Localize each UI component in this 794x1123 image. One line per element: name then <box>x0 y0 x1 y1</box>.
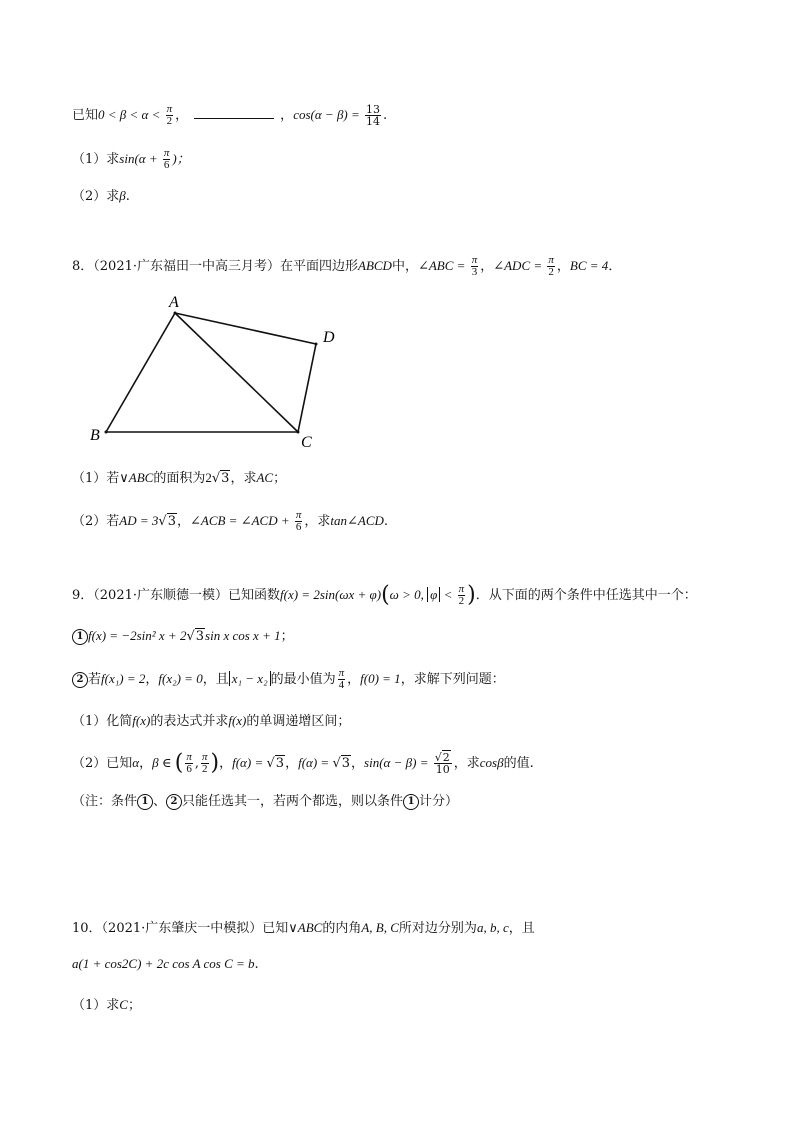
circled-two-icon: 2 <box>72 672 88 688</box>
p9-c1-sqrt: 3 <box>195 629 205 644</box>
p9-interval-lower <box>185 752 193 775</box>
p8-quadrilateral-figure <box>80 288 350 453</box>
p10-eq: a(1 + cos2C) + 2c cos A cos C = b <box>72 956 255 971</box>
p7-comma2: ， <box>280 108 294 123</box>
p9-tail: ．从下面的两个条件中任选其中一个： <box>475 588 697 603</box>
p8-part1-d: ； <box>273 471 287 486</box>
frac-den: 10 <box>435 763 450 776</box>
vertex-label-d: D <box>323 329 335 346</box>
frac-den: 2 <box>458 595 465 607</box>
frac-num: 13 <box>366 103 381 116</box>
frac-den: 14 <box>366 115 381 128</box>
p9-condition2 <box>72 668 505 691</box>
p9-part1-b: 的表达式并求 <box>150 714 229 729</box>
p9-c2-e: ， <box>347 672 361 687</box>
p8-angle1: ∠ABC = <box>417 258 469 273</box>
frac-num: π <box>471 254 478 266</box>
diagonal-ac <box>175 313 298 432</box>
p7-comma: ， <box>175 108 189 123</box>
p9-cond-b: φ <box>427 587 440 602</box>
p8-part1-tri: ∨ABC <box>119 470 154 485</box>
p8-part2-ang: ∠ACB = ∠ACD + <box>189 513 293 528</box>
p9-note <box>72 792 458 812</box>
frac-num: π <box>201 751 208 763</box>
p10-part1-a: （1）求 <box>72 998 120 1013</box>
p9-part1-fx2: f(x) <box>228 713 247 728</box>
p9-header: 9．（2021·广东顺德一模）已知函数f(x) = 2sin(ωx + φ)(ω > 0, φ < $\frac{\pi}{2}$ )．从下面的两个条件中任选其中一个： <box>72 582 697 608</box>
p9-part2: （2）已知α，β ∈ ( $\frac{\pi}{6}$ , $\frac{\pi}{2}$ )，f(α) = √3，f(α) = √3，sin(α − β) = $\frac{√2}{10}$ ，求cosβ的值. <box>72 750 534 776</box>
p9-note-b: 、 <box>153 794 167 809</box>
p9-c1-end: ； <box>280 629 294 644</box>
p8-part1-sqrt: 3 <box>221 471 230 486</box>
p9-c1-rest: sin x cos x + 1 <box>205 628 281 643</box>
p8-part1-a: （1）若 <box>72 471 120 486</box>
p8-angle2: ∠ADC = <box>493 258 546 273</box>
side-ab <box>106 313 175 432</box>
frac-num: π <box>166 103 173 115</box>
p9-c2-b: ， <box>145 672 159 687</box>
frac-den: 2 <box>201 763 208 775</box>
p8-part2-tan: tan∠ACD <box>330 513 384 528</box>
p7-answer-blank[interactable] <box>194 106 274 119</box>
p8-part2-fraction <box>295 510 303 533</box>
p9-interval-upper <box>201 752 209 775</box>
p8-part2-b: ， <box>176 514 190 529</box>
p10-eq-end: . <box>254 957 259 972</box>
frac-den: 6 <box>163 159 170 171</box>
p7-given-line <box>72 104 387 127</box>
p7-part1-close: )； <box>172 151 190 166</box>
frac-den: 4 <box>338 679 345 691</box>
p8-mid: 中， <box>391 259 418 274</box>
p8-angle1-fraction <box>471 255 479 278</box>
frac-den: 2 <box>548 266 554 278</box>
p7-part2 <box>72 186 130 207</box>
p9-part2-g: 的值. <box>503 756 534 771</box>
p9-part1-c: 的单调递增区间； <box>246 714 351 729</box>
p8-header: 8．（2021·广东福田一中高三月考）在平面四边形ABCD中，∠ABC = $\frac{\pi}{3}$ ，∠ADC = $\frac{\pi}{2}$ ，BC = 4． <box>72 254 622 278</box>
frac-den: 6 <box>186 763 192 775</box>
p8-part2-d: . <box>383 514 389 529</box>
frac-num: π <box>163 147 170 159</box>
p8-part1-c: ，求 <box>230 471 257 486</box>
p9-part2-sqrt1: 3 <box>275 756 285 771</box>
p9-part2-c: ， <box>219 756 233 771</box>
vertex-label-c: C <box>301 434 312 451</box>
p8-part2-c: ，求 <box>304 514 331 529</box>
p7-end: . <box>383 108 388 123</box>
p7-part2-expr: β <box>119 188 126 203</box>
p9-part2-sin: sin(α − β) = <box>364 755 432 770</box>
circled-one-icon: 1 <box>137 794 153 810</box>
p9-c2-a: 若 <box>88 672 102 687</box>
p9-fx: f(x) = 2sin(ωx + φ) <box>280 587 382 602</box>
p7-part1-label: （1）求 <box>72 152 120 167</box>
frac-num: π <box>186 751 192 763</box>
p8-part1-val: 2 <box>205 470 212 485</box>
p9-part1-a: （1）化简 <box>72 714 133 729</box>
frac-num: π <box>458 583 465 595</box>
p10-part1-b: ； <box>127 998 141 1013</box>
p9-c2-c: ，且 <box>202 672 229 687</box>
p10-header-text: 10．（2021·广东肇庆一中模拟）已知 <box>72 921 289 936</box>
frac-den: 2 <box>166 115 173 127</box>
p8-part2-ad: AD = 3 <box>119 513 159 528</box>
p9-part2-e: ， <box>351 756 365 771</box>
side-dc <box>298 344 316 432</box>
p9-note-d: 计分） <box>419 794 459 809</box>
p9-part2-cos: cosβ <box>479 755 504 770</box>
p7-part1-expr: sin(α + <box>119 151 161 166</box>
p9-cond-fraction <box>458 584 466 607</box>
p7-cos-expr: cos(α − β) = <box>293 107 364 122</box>
p9-c2-fraction <box>338 668 346 691</box>
circled-one-icon: 1 <box>403 794 419 810</box>
p10-header <box>72 918 535 939</box>
p9-part2-fa: f(α) = <box>232 755 267 770</box>
p9-part1 <box>72 711 350 732</box>
p9-header-text: 9．（2021·广东顺德一模）已知函数 <box>72 588 280 603</box>
p9-cond-a: ω > 0, <box>389 587 428 602</box>
frac-num: π <box>338 667 345 679</box>
p8-bc: BC = 4 <box>569 258 609 273</box>
p9-note-a: （注：条件 <box>72 794 138 809</box>
p9-c2-f0: f(0) = 1 <box>360 671 401 686</box>
p9-part2-fa2: f(α) = <box>298 755 333 770</box>
p8-part2: （2）若AD = 3√3，∠ACB = ∠ACD + $\frac{\pi}{6}$ ，求tan∠ACD. <box>72 509 389 533</box>
p8-end: ． <box>608 259 622 274</box>
p8-part2-sqrt: 3 <box>167 514 176 529</box>
p8-part1-ac: AC <box>256 470 274 485</box>
p10-tri: ∨ABC <box>288 920 323 935</box>
p9-part2-a: （2）已知 <box>72 756 133 771</box>
p10-mid2: 所对边分别为 <box>398 921 477 936</box>
p9-c2-d: 的最小值为 <box>270 672 336 687</box>
p10-mid: 的内角 <box>322 921 362 936</box>
p8-part1-b: 的面积为 <box>153 471 206 486</box>
p9-part2-b: ， <box>139 756 153 771</box>
p9-part1-fx: f(x) <box>132 713 151 728</box>
frac-num: π <box>295 509 302 521</box>
vertex-label-b: B <box>90 427 100 444</box>
p7-part1-fraction <box>163 148 171 171</box>
p9-c2-abs: x₁ − x₂ <box>229 671 271 686</box>
p10-part1-c: C <box>119 997 128 1012</box>
p9-part2-f: ，求 <box>453 756 480 771</box>
vertex-label-a: A <box>169 294 179 311</box>
p10-part1 <box>72 995 141 1016</box>
p7-cond-fraction <box>166 104 174 127</box>
p7-condition: 0 < β < α < <box>98 107 164 122</box>
frac-num: π <box>548 254 554 266</box>
p7-prefix: 已知 <box>72 108 99 123</box>
p9-cond-c: < <box>440 587 456 602</box>
p7-cos-fraction <box>365 104 381 127</box>
p9-note-c: 只能任选其一，若两个都选，则以条件 <box>182 794 404 809</box>
circled-two-icon: 2 <box>166 794 182 810</box>
p8-quad: ABCD <box>358 258 392 273</box>
p9-condition1: 1 f(x) = −2sin² x + 2√3sin x cos x + 1； <box>72 626 294 647</box>
p9-part2-sqrt2: 3 <box>341 756 351 771</box>
p9-part2-beta: β ∈ <box>152 755 175 770</box>
p8-part2-a: （2）若 <box>72 514 120 529</box>
p8-header-text: 8．（2021·广东福田一中高三月考）在平面四边形 <box>72 259 358 274</box>
p9-c1-expr: f(x) = −2sin² x + 2 <box>88 628 187 643</box>
p9-c2-f2: f(x₂) = 0 <box>158 671 203 686</box>
p9-part2-alpha: α <box>132 755 140 770</box>
frac-den: 6 <box>295 521 302 533</box>
p10-sides: a, b, c <box>476 920 509 935</box>
p9-part2-sin-fraction: $\frac{√2}{10}$ <box>434 751 450 776</box>
p7-part2-label: （2）求 <box>72 189 120 204</box>
p10-tail: ，且 <box>508 921 535 936</box>
circled-one-icon: 1 <box>72 629 88 645</box>
p8-part1: （1）若∨ABC的面积为2√3，求AC； <box>72 470 287 486</box>
p9-c2-f: ，求解下列问题： <box>400 672 505 687</box>
frac-den: 3 <box>471 266 478 278</box>
frac-num-sqrt: 2 <box>442 751 450 764</box>
p8-angle2-fraction <box>547 255 555 278</box>
p10-equation <box>72 954 259 975</box>
side-ad <box>175 313 316 344</box>
p7-part1 <box>72 148 190 171</box>
p9-c2-f1: f(x₁) = 2 <box>101 671 146 686</box>
p7-part2-end: . <box>125 189 130 204</box>
p10-angles: A, B, C <box>361 920 399 935</box>
p9-part2-d: ， <box>285 756 299 771</box>
